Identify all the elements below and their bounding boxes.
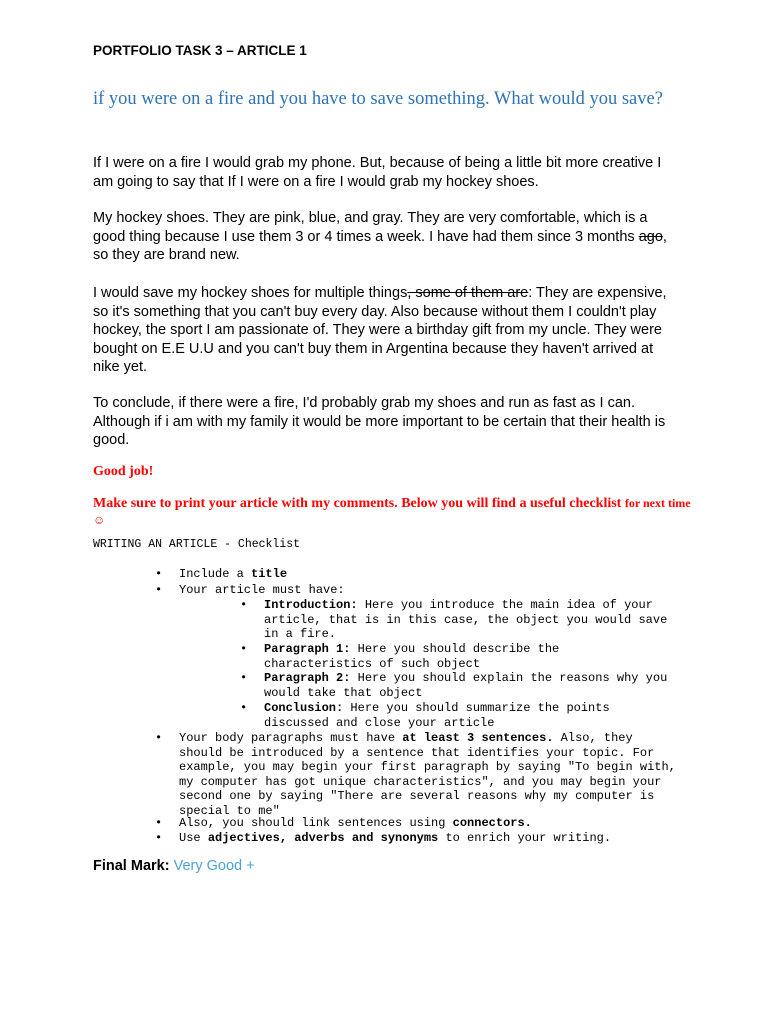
checklist-subitem-text: Here you introduce the main idea of your article, that is in this case, the object you would save in a fire. — [264, 598, 668, 641]
checklist-text: Also, they should be introduced by a sentence that identifies your topic. For example, you may begin your first paragraph by saying "To begin with, my computer has got unique characteristics", and you may begin your second one by saying "There are several reasons why my computer is special to me" — [179, 731, 676, 818]
paragraph-introduction: If I were on a fire I would grab my phone. But, because of being a little bit more creative I am going to say that If I were on a fire I would grab my hockey shoes. — [93, 155, 662, 190]
checklist-text-bold: at least 3 sentences. — [402, 731, 554, 745]
checklist-text: to enrich your writing. — [438, 831, 612, 845]
checklist-text: Include a — [179, 567, 252, 581]
article-title: if you were on a fire and you have to save something. What would you save? — [93, 89, 663, 109]
checklist-text: Also, you should link sentences using — [179, 816, 453, 830]
checklist-subitem-text: Here you should describe the characteristics of such object — [264, 642, 560, 671]
final-mark-label: Final Mark: — [93, 858, 170, 874]
bullet: • — [240, 598, 248, 612]
checklist-item — [155, 731, 677, 818]
checklist-item — [155, 816, 695, 831]
paragraph-text: : They are expensive, so it's something that you can't buy every day. Also because without them I couldn't play hockey, the sport I am passionate of. They were a birthday gift from my uncle. They were bought on E.E U.U and you can't buy them in Argentina because they haven't arrived at nike yet. — [93, 285, 667, 375]
print-note-tail: for next time ☺ — [93, 496, 691, 527]
paragraph-body-1 — [93, 209, 683, 265]
paragraph-body-2 — [93, 284, 683, 377]
final-mark — [93, 858, 255, 874]
bullet: • — [155, 731, 163, 745]
checklist-subitem-label: Paragraph 1: — [264, 642, 351, 656]
teacher-comment-good-job: Good job! — [93, 464, 154, 479]
paragraph-text: , so they are brand new. — [93, 228, 667, 263]
checklist-item — [155, 831, 695, 846]
bullet: • — [155, 831, 163, 845]
paragraph-text: I would save my hockey shoes for multiple things — [93, 285, 408, 301]
checklist-subitem — [240, 701, 670, 730]
checklist-title: WRITING AN ARTICLE - Checklist — [93, 538, 301, 551]
checklist-text-bold: connectors. — [452, 816, 532, 830]
checklist-subitem-label: Introduction: — [264, 598, 358, 612]
bullet: • — [155, 816, 163, 830]
struck-text: ago — [638, 228, 663, 245]
bullet: • — [240, 671, 248, 685]
bullet: • — [155, 583, 163, 597]
checklist-text: Your body paragraphs must have — [179, 731, 403, 745]
print-note-text: Make sure to print your article with my comments. Below you will find a useful checklist — [93, 496, 625, 511]
bullet: • — [240, 642, 248, 656]
checklist-text: Use — [179, 831, 208, 845]
checklist-text-bold: adjectives, adverbs and synonyms — [207, 831, 439, 845]
bullet: • — [155, 567, 163, 581]
checklist-subitem-label: Paragraph 2: — [264, 671, 351, 685]
paragraph-conclusion: To conclude, if there were a fire, I'd probably grab my shoes and run as fast as I can. Although if i am with my family it would be more important to be certain that their health is good. — [93, 395, 666, 448]
checklist-text-bold: title — [251, 567, 288, 581]
document-header: PORTFOLIO TASK 3 – ARTICLE 1 — [93, 43, 307, 58]
checklist-subitem — [240, 598, 670, 642]
struck-text: , some of them are — [407, 285, 529, 301]
paragraph-text: My hockey shoes. They are pink, blue, and gray. They are very comfortable, which is a good thing because I use them 3 or 4 times a week. I have had them since 3 months — [93, 210, 648, 245]
final-mark-value: Very Good + — [169, 858, 255, 874]
bullet: • — [240, 701, 248, 715]
checklist-subitem — [240, 642, 670, 671]
checklist-subitem-text: Here you should explain the reasons why you would take that object — [264, 671, 668, 700]
checklist-item — [155, 567, 695, 582]
checklist-subitem — [240, 671, 670, 700]
teacher-comment-print-note — [93, 495, 693, 529]
checklist-item — [155, 583, 695, 598]
checklist-text: Your article must have: — [179, 583, 345, 597]
checklist-subitem-text: Here you should summarize the points discussed and close your article — [264, 701, 610, 730]
checklist-subitem-label: Conclusion: — [264, 701, 344, 715]
